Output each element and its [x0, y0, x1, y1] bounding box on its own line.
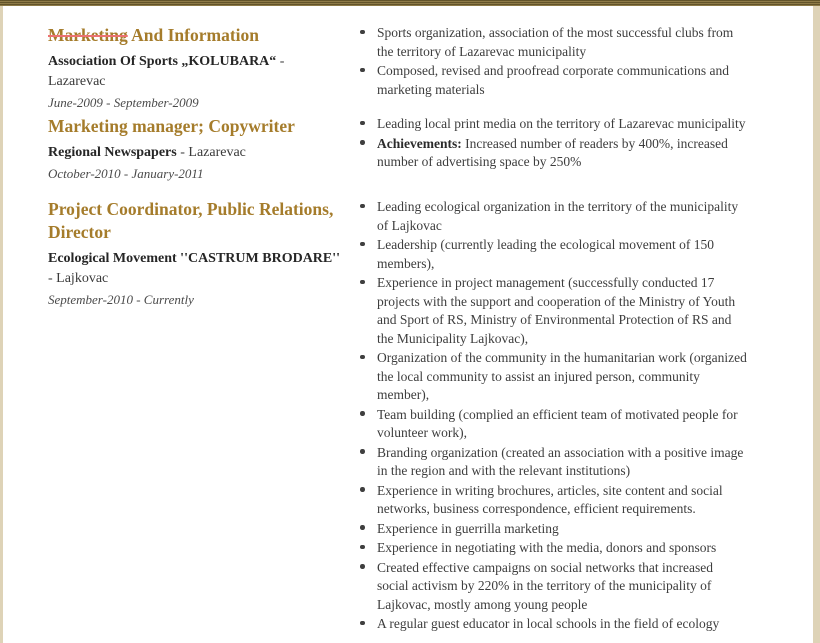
bullet-text: Sports organization, association of the most successful clubs from the territory of Lazarevac municipality [377, 25, 734, 59]
job-summary [48, 198, 344, 635]
bullet-item [357, 539, 747, 558]
bullet-text: Leading local print media on the territory of Lazarevac municipality [377, 116, 746, 131]
bullet-text: Composed, revised and proofread corporate communications and marketing materials [377, 63, 730, 97]
bullet-text: Team building (complied an efficient team of motivated people for volunteer work), [377, 406, 738, 440]
bullet-text: Experience in project management (successfully conducted 17 projects with the support and cooperation of the Ministry of Youth and Sport of RS, Ministry of Environmental Protection of RS and the Municipality Lajkovac), [377, 275, 736, 346]
organization-location: - Lazarevac [176, 145, 246, 160]
job-title [48, 115, 360, 138]
organization-name: Ecological Movement ''CASTRUM BRODARE'' [48, 251, 341, 266]
bullet-item [357, 559, 747, 615]
bullet-text: A regular guest educator in local schools in the field of ecology [377, 616, 720, 631]
right-edge-strip [813, 6, 820, 643]
date-range: September-2010 - Currently [48, 292, 194, 307]
bullet-item [357, 615, 747, 634]
bullet-item [357, 62, 747, 99]
job-summary [48, 24, 344, 115]
job-summary [48, 115, 344, 198]
bullet-text: Created effective campaigns on social networks that increased social activism by 220% in the territory of the municipality of Lajkovac, mostly among young people [377, 559, 713, 612]
bullet-item [357, 135, 747, 172]
bullet-item [357, 236, 747, 273]
bullet-text: Leading ecological organization in the territory of the municipality of Lajkovac [377, 199, 739, 233]
bullet-list [357, 24, 747, 115]
resume-experience-page [48, 24, 747, 635]
bullet-item [357, 24, 747, 61]
experience-section [48, 115, 747, 198]
job-title-text: Project Coordinator, Public Relations, Director [48, 199, 334, 242]
bullet-item [357, 406, 747, 443]
bullet-item [357, 444, 747, 481]
bullet-item [357, 520, 747, 539]
bullet-text: Branding organization (created an association with a positive image in the region and with the relevant institutions) [377, 444, 744, 478]
organization-name: Association Of Sports „KOLUBARA“ [48, 54, 277, 69]
organization-location: - Lajkovac [48, 271, 109, 286]
organization-location: - Lazarevac [48, 54, 285, 89]
bullet-text: Organization of the community in the humanitarian work (organized the local community to assist an injured person, community member), [377, 350, 747, 402]
bullet-item [357, 482, 747, 519]
bullet-item [357, 274, 747, 348]
organization-line [48, 52, 344, 92]
job-title-text: Marketing manager; Copywriter [48, 116, 295, 136]
left-edge-strip [0, 6, 3, 643]
bullet-item [357, 198, 747, 235]
organization-line [48, 249, 344, 289]
bullet-list [357, 198, 747, 635]
job-title [48, 24, 360, 47]
bullet-text: Increased number of readers by 400%, increased number of advertising space by 250% [377, 135, 728, 169]
top-border-bar [0, 0, 820, 6]
experience-section [48, 198, 747, 635]
job-title-struck-word: Marketing [48, 25, 128, 45]
bullet-text: Experience in guerrilla marketing [377, 520, 559, 536]
bullet-text: Experience in writing brochures, articles, site content and social networks, business correspondence, efficient requirements. [377, 482, 723, 516]
bullet-text: Leadership (currently leading the ecological movement of 150 members), [377, 237, 714, 271]
experience-section [48, 24, 747, 115]
job-title-text: And Information [127, 25, 259, 45]
bullet-text: Experience in negotiating with the media, donors and sponsors [377, 540, 717, 555]
organization-line [48, 143, 344, 163]
date-range: June-2009 - September-2009 [48, 95, 199, 110]
bullet-item [357, 115, 747, 134]
job-title [48, 198, 360, 244]
organization-name: Regional Newspapers [48, 145, 177, 160]
bullet-bold: Achievements: [377, 135, 462, 151]
date-range: October-2010 - January-2011 [48, 166, 204, 181]
bullet-list [357, 115, 747, 198]
bullet-item [357, 349, 747, 405]
